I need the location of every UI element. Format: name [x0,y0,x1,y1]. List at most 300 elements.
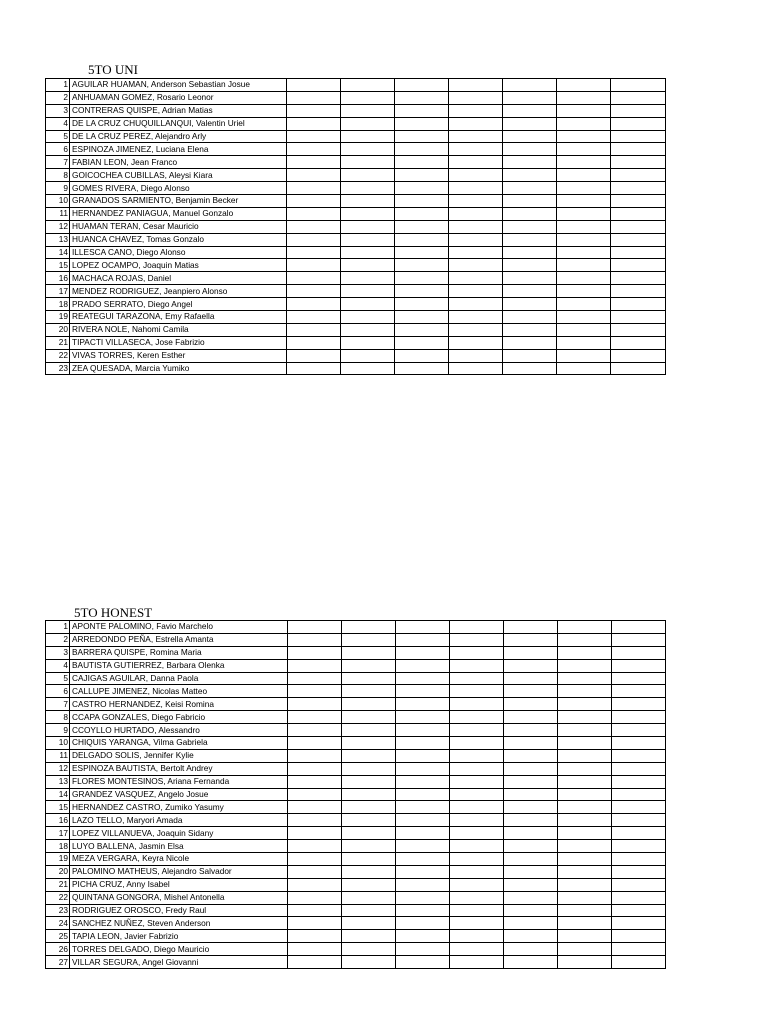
grade-cell[interactable] [395,233,449,246]
grade-cell[interactable] [611,156,666,169]
grade-cell[interactable] [342,904,396,917]
grade-cell[interactable] [612,956,666,969]
grade-cell[interactable] [558,840,612,853]
grade-cell[interactable] [341,130,395,143]
grade-cell[interactable] [341,117,395,130]
grade-cell[interactable] [612,904,666,917]
grade-cell[interactable] [287,246,341,259]
grade-cell[interactable] [288,788,342,801]
grade-cell[interactable] [395,285,449,298]
grade-cell[interactable] [342,878,396,891]
grade-cell[interactable] [557,182,611,195]
grade-cell[interactable] [611,117,666,130]
grade-cell[interactable] [558,827,612,840]
grade-cell[interactable] [557,336,611,349]
grade-cell[interactable] [449,91,503,104]
grade-cell[interactable] [449,207,503,220]
grade-cell[interactable] [449,285,503,298]
grade-cell[interactable] [612,917,666,930]
grade-cell[interactable] [342,865,396,878]
grade-cell[interactable] [612,749,666,762]
grade-cell[interactable] [287,233,341,246]
grade-cell[interactable] [395,298,449,311]
grade-cell[interactable] [612,698,666,711]
grade-cell[interactable] [395,156,449,169]
grade-cell[interactable] [396,749,450,762]
grade-cell[interactable] [503,285,557,298]
grade-cell[interactable] [449,233,503,246]
grade-cell[interactable] [503,207,557,220]
grade-cell[interactable] [611,259,666,272]
grade-cell[interactable] [611,104,666,117]
grade-cell[interactable] [558,672,612,685]
grade-cell[interactable] [288,930,342,943]
grade-cell[interactable] [449,259,503,272]
grade-cell[interactable] [557,130,611,143]
grade-cell[interactable] [395,272,449,285]
grade-cell[interactable] [450,762,504,775]
grade-cell[interactable] [612,853,666,866]
grade-cell[interactable] [450,646,504,659]
grade-cell[interactable] [612,827,666,840]
grade-cell[interactable] [558,917,612,930]
grade-cell[interactable] [342,943,396,956]
grade-cell[interactable] [450,840,504,853]
grade-cell[interactable] [504,762,558,775]
grade-cell[interactable] [503,195,557,208]
grade-cell[interactable] [611,220,666,233]
grade-cell[interactable] [450,917,504,930]
grade-cell[interactable] [503,91,557,104]
grade-cell[interactable] [504,775,558,788]
grade-cell[interactable] [396,917,450,930]
grade-cell[interactable] [288,762,342,775]
grade-cell[interactable] [396,698,450,711]
grade-cell[interactable] [396,633,450,646]
grade-cell[interactable] [342,711,396,724]
grade-cell[interactable] [612,775,666,788]
grade-cell[interactable] [287,349,341,362]
grade-cell[interactable] [503,323,557,336]
grade-cell[interactable] [342,621,396,634]
grade-cell[interactable] [611,349,666,362]
grade-cell[interactable] [612,943,666,956]
grade-cell[interactable] [342,788,396,801]
grade-cell[interactable] [449,143,503,156]
grade-cell[interactable] [288,878,342,891]
grade-cell[interactable] [449,117,503,130]
grade-cell[interactable] [503,246,557,259]
grade-cell[interactable] [504,891,558,904]
grade-cell[interactable] [611,182,666,195]
grade-cell[interactable] [504,943,558,956]
grade-cell[interactable] [557,195,611,208]
grade-cell[interactable] [557,104,611,117]
grade-cell[interactable] [342,917,396,930]
grade-cell[interactable] [341,246,395,259]
grade-cell[interactable] [504,698,558,711]
grade-cell[interactable] [341,195,395,208]
grade-cell[interactable] [504,814,558,827]
grade-cell[interactable] [287,311,341,324]
grade-cell[interactable] [612,621,666,634]
grade-cell[interactable] [504,724,558,737]
grade-cell[interactable] [342,827,396,840]
grade-cell[interactable] [287,298,341,311]
grade-cell[interactable] [287,130,341,143]
grade-cell[interactable] [288,672,342,685]
grade-cell[interactable] [504,865,558,878]
grade-cell[interactable] [503,298,557,311]
grade-cell[interactable] [558,711,612,724]
grade-cell[interactable] [395,323,449,336]
grade-cell[interactable] [395,104,449,117]
grade-cell[interactable] [341,259,395,272]
grade-cell[interactable] [341,349,395,362]
grade-cell[interactable] [396,724,450,737]
grade-cell[interactable] [395,182,449,195]
grade-cell[interactable] [287,104,341,117]
grade-cell[interactable] [342,775,396,788]
grade-cell[interactable] [558,724,612,737]
grade-cell[interactable] [396,891,450,904]
grade-cell[interactable] [558,737,612,750]
grade-cell[interactable] [395,130,449,143]
grade-cell[interactable] [450,904,504,917]
grade-cell[interactable] [341,323,395,336]
grade-cell[interactable] [558,659,612,672]
grade-cell[interactable] [287,323,341,336]
grade-cell[interactable] [557,169,611,182]
grade-cell[interactable] [341,91,395,104]
grade-cell[interactable] [287,182,341,195]
grade-cell[interactable] [342,698,396,711]
grade-cell[interactable] [503,169,557,182]
grade-cell[interactable] [396,956,450,969]
grade-cell[interactable] [611,298,666,311]
grade-cell[interactable] [450,853,504,866]
grade-cell[interactable] [341,104,395,117]
grade-cell[interactable] [396,672,450,685]
grade-cell[interactable] [558,646,612,659]
grade-cell[interactable] [612,878,666,891]
grade-cell[interactable] [288,917,342,930]
grade-cell[interactable] [558,878,612,891]
grade-cell[interactable] [287,285,341,298]
grade-cell[interactable] [450,633,504,646]
grade-cell[interactable] [395,207,449,220]
grade-cell[interactable] [557,143,611,156]
grade-cell[interactable] [450,621,504,634]
grade-cell[interactable] [504,672,558,685]
grade-cell[interactable] [503,79,557,92]
grade-cell[interactable] [503,182,557,195]
grade-cell[interactable] [450,930,504,943]
grade-cell[interactable] [557,259,611,272]
grade-cell[interactable] [612,891,666,904]
grade-cell[interactable] [612,840,666,853]
grade-cell[interactable] [449,220,503,233]
grade-cell[interactable] [395,91,449,104]
grade-cell[interactable] [611,362,666,375]
grade-cell[interactable] [395,195,449,208]
grade-cell[interactable] [287,207,341,220]
grade-cell[interactable] [341,182,395,195]
grade-cell[interactable] [558,956,612,969]
grade-cell[interactable] [288,891,342,904]
grade-cell[interactable] [557,349,611,362]
grade-cell[interactable] [288,865,342,878]
grade-cell[interactable] [342,633,396,646]
grade-cell[interactable] [611,195,666,208]
grade-cell[interactable] [396,840,450,853]
grade-cell[interactable] [396,762,450,775]
grade-cell[interactable] [611,207,666,220]
grade-cell[interactable] [504,711,558,724]
grade-cell[interactable] [612,814,666,827]
grade-cell[interactable] [504,930,558,943]
grade-cell[interactable] [395,220,449,233]
grade-cell[interactable] [611,285,666,298]
grade-cell[interactable] [612,672,666,685]
grade-cell[interactable] [504,827,558,840]
grade-cell[interactable] [450,685,504,698]
grade-cell[interactable] [288,801,342,814]
grade-cell[interactable] [288,633,342,646]
grade-cell[interactable] [557,311,611,324]
grade-cell[interactable] [450,891,504,904]
grade-cell[interactable] [287,259,341,272]
grade-cell[interactable] [557,285,611,298]
grade-cell[interactable] [449,246,503,259]
grade-cell[interactable] [504,788,558,801]
grade-cell[interactable] [450,659,504,672]
grade-cell[interactable] [612,724,666,737]
grade-cell[interactable] [450,956,504,969]
grade-cell[interactable] [287,272,341,285]
grade-cell[interactable] [504,904,558,917]
grade-cell[interactable] [449,104,503,117]
grade-cell[interactable] [396,943,450,956]
grade-cell[interactable] [287,169,341,182]
grade-cell[interactable] [288,659,342,672]
grade-cell[interactable] [612,801,666,814]
grade-cell[interactable] [558,698,612,711]
grade-cell[interactable] [503,311,557,324]
grade-cell[interactable] [557,91,611,104]
grade-cell[interactable] [450,724,504,737]
grade-cell[interactable] [504,853,558,866]
grade-cell[interactable] [395,349,449,362]
grade-cell[interactable] [450,865,504,878]
grade-cell[interactable] [342,724,396,737]
grade-cell[interactable] [504,956,558,969]
grade-cell[interactable] [450,711,504,724]
grade-cell[interactable] [288,749,342,762]
grade-cell[interactable] [288,685,342,698]
grade-cell[interactable] [504,878,558,891]
grade-cell[interactable] [288,724,342,737]
grade-cell[interactable] [396,788,450,801]
grade-cell[interactable] [342,672,396,685]
grade-cell[interactable] [612,711,666,724]
grade-cell[interactable] [503,362,557,375]
grade-cell[interactable] [395,311,449,324]
grade-cell[interactable] [449,336,503,349]
grade-cell[interactable] [396,775,450,788]
grade-cell[interactable] [611,91,666,104]
grade-cell[interactable] [395,259,449,272]
grade-cell[interactable] [503,233,557,246]
grade-cell[interactable] [341,156,395,169]
grade-cell[interactable] [287,91,341,104]
grade-cell[interactable] [558,814,612,827]
grade-cell[interactable] [450,801,504,814]
grade-cell[interactable] [504,685,558,698]
grade-cell[interactable] [503,336,557,349]
grade-cell[interactable] [557,207,611,220]
grade-cell[interactable] [288,904,342,917]
grade-cell[interactable] [504,633,558,646]
grade-cell[interactable] [341,207,395,220]
grade-cell[interactable] [611,130,666,143]
grade-cell[interactable] [557,220,611,233]
grade-cell[interactable] [557,298,611,311]
grade-cell[interactable] [612,659,666,672]
grade-cell[interactable] [288,853,342,866]
grade-cell[interactable] [558,865,612,878]
grade-cell[interactable] [450,737,504,750]
grade-cell[interactable] [395,362,449,375]
grade-cell[interactable] [342,737,396,750]
grade-cell[interactable] [342,814,396,827]
grade-cell[interactable] [288,698,342,711]
grade-cell[interactable] [396,853,450,866]
grade-cell[interactable] [558,788,612,801]
grade-cell[interactable] [288,737,342,750]
grade-cell[interactable] [503,272,557,285]
grade-cell[interactable] [449,130,503,143]
grade-cell[interactable] [558,943,612,956]
grade-cell[interactable] [396,865,450,878]
grade-cell[interactable] [450,943,504,956]
grade-cell[interactable] [396,659,450,672]
grade-cell[interactable] [342,930,396,943]
grade-cell[interactable] [287,220,341,233]
grade-cell[interactable] [558,930,612,943]
grade-cell[interactable] [288,943,342,956]
grade-cell[interactable] [341,336,395,349]
grade-cell[interactable] [396,878,450,891]
grade-cell[interactable] [341,298,395,311]
grade-cell[interactable] [504,749,558,762]
grade-cell[interactable] [449,169,503,182]
grade-cell[interactable] [450,788,504,801]
grade-cell[interactable] [288,711,342,724]
grade-cell[interactable] [612,930,666,943]
grade-cell[interactable] [503,130,557,143]
grade-cell[interactable] [558,685,612,698]
grade-cell[interactable] [612,646,666,659]
grade-cell[interactable] [611,311,666,324]
grade-cell[interactable] [558,633,612,646]
grade-cell[interactable] [341,220,395,233]
grade-cell[interactable] [557,79,611,92]
grade-cell[interactable] [341,311,395,324]
grade-cell[interactable] [341,169,395,182]
grade-cell[interactable] [503,349,557,362]
grade-cell[interactable] [611,169,666,182]
grade-cell[interactable] [503,156,557,169]
grade-cell[interactable] [287,362,341,375]
grade-cell[interactable] [611,246,666,259]
grade-cell[interactable] [558,891,612,904]
grade-cell[interactable] [341,79,395,92]
grade-cell[interactable] [449,79,503,92]
grade-cell[interactable] [395,246,449,259]
grade-cell[interactable] [611,233,666,246]
grade-cell[interactable] [611,272,666,285]
grade-cell[interactable] [450,878,504,891]
grade-cell[interactable] [396,801,450,814]
grade-cell[interactable] [287,336,341,349]
grade-cell[interactable] [396,685,450,698]
grade-cell[interactable] [341,233,395,246]
grade-cell[interactable] [396,930,450,943]
grade-cell[interactable] [342,956,396,969]
grade-cell[interactable] [558,775,612,788]
grade-cell[interactable] [341,272,395,285]
grade-cell[interactable] [611,79,666,92]
grade-cell[interactable] [612,762,666,775]
grade-cell[interactable] [449,362,503,375]
grade-cell[interactable] [558,853,612,866]
grade-cell[interactable] [396,827,450,840]
grade-cell[interactable] [450,827,504,840]
grade-cell[interactable] [558,621,612,634]
grade-cell[interactable] [557,323,611,336]
grade-cell[interactable] [449,156,503,169]
grade-cell[interactable] [557,362,611,375]
grade-cell[interactable] [449,272,503,285]
grade-cell[interactable] [288,646,342,659]
grade-cell[interactable] [287,143,341,156]
grade-cell[interactable] [396,904,450,917]
grade-cell[interactable] [612,865,666,878]
grade-cell[interactable] [395,117,449,130]
grade-cell[interactable] [288,840,342,853]
grade-cell[interactable] [288,956,342,969]
grade-cell[interactable] [558,801,612,814]
grade-cell[interactable] [396,646,450,659]
grade-cell[interactable] [504,621,558,634]
grade-cell[interactable] [342,801,396,814]
grade-cell[interactable] [288,621,342,634]
grade-cell[interactable] [342,685,396,698]
grade-cell[interactable] [612,685,666,698]
grade-cell[interactable] [342,762,396,775]
grade-cell[interactable] [342,749,396,762]
grade-cell[interactable] [449,349,503,362]
grade-cell[interactable] [342,853,396,866]
grade-cell[interactable] [558,749,612,762]
grade-cell[interactable] [611,143,666,156]
grade-cell[interactable] [449,298,503,311]
grade-cell[interactable] [287,156,341,169]
grade-cell[interactable] [288,827,342,840]
grade-cell[interactable] [503,143,557,156]
grade-cell[interactable] [395,169,449,182]
